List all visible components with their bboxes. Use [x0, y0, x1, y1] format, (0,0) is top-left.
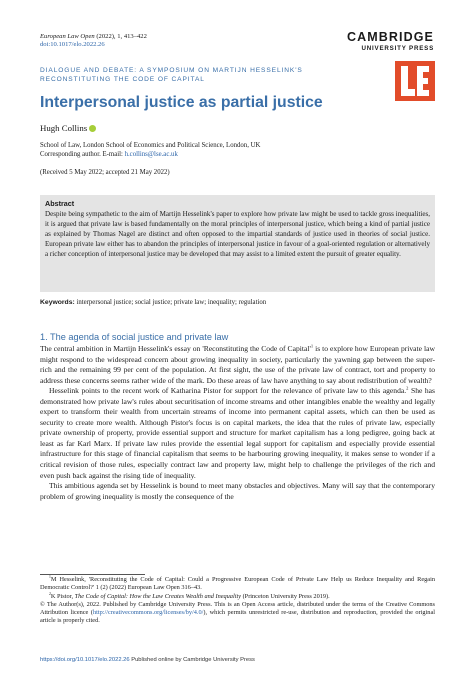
- received-dates: (Received 5 May 2022; accepted 21 May 2022): [40, 169, 170, 176]
- paragraph: [40, 344, 435, 386]
- journal-name: European Law Open: [40, 33, 95, 40]
- keywords-label: Keywords:: [40, 299, 75, 306]
- author-line: [40, 123, 96, 133]
- footnote-number: 2: [49, 591, 51, 596]
- page-footer: [40, 657, 255, 663]
- journal-logo: [395, 61, 435, 101]
- keywords-list: interpersonal justice; social justice; private law; inequality; regulation: [76, 299, 267, 306]
- paragraph-text: is to explore how European private law might respond to the widespread concern about growing inequality in society, particularly the yawning gap between the super-rich and the remaining 99 per cent of the population. At first sight, the use of the private law of contract, tort and property to address these concerns seems rather wide of the mark. Do these areas of law have anything to say about redistribution of wealth?: [40, 344, 435, 385]
- journal-logo-mark: [395, 61, 435, 101]
- series-label: DIALOGUE AND DEBATE: A SYMPOSIUM ON MARTIJN HESSELINK'S RECONSTITUTING THE CODE OF CAPITAL: [40, 67, 303, 83]
- license-text: ), which permits unrestricted re-use, distribution and reproduction, provided the original article is properly cited.: [40, 609, 435, 625]
- footnote-ref[interactable]: 2: [406, 385, 409, 391]
- journal-citation: [40, 33, 147, 50]
- affiliation-block: [40, 141, 260, 159]
- body-text: [40, 344, 435, 502]
- footer-doi-link[interactable]: https://doi.org/10.1017/elo.2022.26: [40, 657, 130, 663]
- footnote-book-title: The Code of Capital: How the Law Creates Wealth and Inequality: [74, 592, 242, 600]
- article-title: Interpersonal justice as partial justice: [40, 94, 323, 111]
- paragraph-text: Hesselink points to the recent work of Katharina Pistor for support for the relevance of private law to this agenda.: [49, 386, 407, 396]
- section-heading: 1. The agenda of social justice and private law: [40, 332, 229, 342]
- publisher-logo-text: [347, 30, 434, 52]
- orcid-icon[interactable]: [89, 125, 96, 132]
- doi-link[interactable]: doi:10.1017/elo.2022.26: [40, 41, 105, 49]
- affiliation: School of Law, London School of Economics and Political Science, London, UK: [40, 142, 261, 149]
- paragraph-text: She has demonstrated how private law's rules about securitisation of income streams and other intangibles enable the wealthy and legally expert to transform their wealth from uncertain streams of income into permanent capital assets, which can then be used as security to create more wealth. Although Pistor's focus is on capital markets, the idea that the rules of private law, especially private ownership of property, provide essential support and structure for market capitalism has a long pedigree, going back at least as far Karl Marx. If private law rules provide the essential legal support for capitalism and especially provide essential infrastructure for this stage of financial capitalism that seems to be harbouring growing inequality, it makes sense to wonder if a critical revision of those rules, especially contract law and property law, might help to challenge the privileges of the rich and even push back against the rising tide of inequality.: [40, 386, 435, 480]
- footnote-divider: [40, 574, 145, 575]
- corresponding-label: Corresponding author. E-mail:: [40, 151, 125, 159]
- paragraph: This ambitious agenda set by Hesselink is bound to meet many obstacles and objectives. Many will say that the contemporary problem of growing inequality is mostly the consequence of the: [40, 481, 435, 501]
- publisher-name-line2: UNIVERSITY PRESS: [361, 45, 434, 52]
- footnote: [40, 576, 435, 593]
- paragraph: [40, 386, 435, 481]
- footer-text: Published online by Cambridge University Press: [129, 657, 255, 663]
- footnotes: [40, 576, 435, 626]
- abstract-box: [40, 195, 435, 292]
- footnote-text: K Pistor,: [50, 592, 75, 600]
- footnote-text: M Hesselink, 'Reconstituting the Code of Capital: Could a Progressive European Code of Private Law Help us Reduce Inequality and Regain Democratic Control?' 1 (2) (2022) European Law Open 316–43.: [40, 576, 435, 592]
- license-note: [40, 601, 435, 626]
- abstract-text: Despite being sympathetic to the aim of Martijn Hesselink's paper to explore how private law might be used to tackle gross inequalities, it is argued that private law is based fundamentally on the moral principles of interpersonal justice, which being a kind of partial justice as explained by Thomas Nagel are distinct and often opposed to the impartial standards of justice used in theories of social justice. European private law either has to abandon the principles of interpersonal justice in favour of a goal-oriented regulation or alternatively a richer conception of interpersonal justice may be developed that may assist to a limited extent the pursuit of greater equality.: [45, 210, 430, 259]
- email-link[interactable]: h.collins@lse.ac.uk: [124, 151, 178, 159]
- footnote: [40, 593, 435, 601]
- publisher-name-line1: CAMBRIDGE: [347, 30, 434, 44]
- license-text: © The Author(s), 2022. Published by Cambridge University Press. This is an Open Access article, distributed under the terms of the Creative Commons Attribution licence (: [40, 600, 435, 617]
- author-name: Hugh Collins: [40, 123, 88, 133]
- footnote-text: (Princeton University Press 2019).: [241, 592, 330, 600]
- abstract-heading: Abstract: [45, 199, 75, 208]
- journal-detail: (2022), 1, 413–422: [94, 33, 147, 40]
- paragraph-text: The central ambition in Martijn Hesselink's essay on 'Reconstituting the Code of Capital': [40, 344, 311, 353]
- footnote-ref[interactable]: 1: [310, 343, 314, 349]
- keywords: [40, 299, 435, 306]
- license-link[interactable]: http://creativecommons.org/licenses/by/4.0/: [93, 609, 204, 617]
- footnote-number: 1: [49, 574, 51, 579]
